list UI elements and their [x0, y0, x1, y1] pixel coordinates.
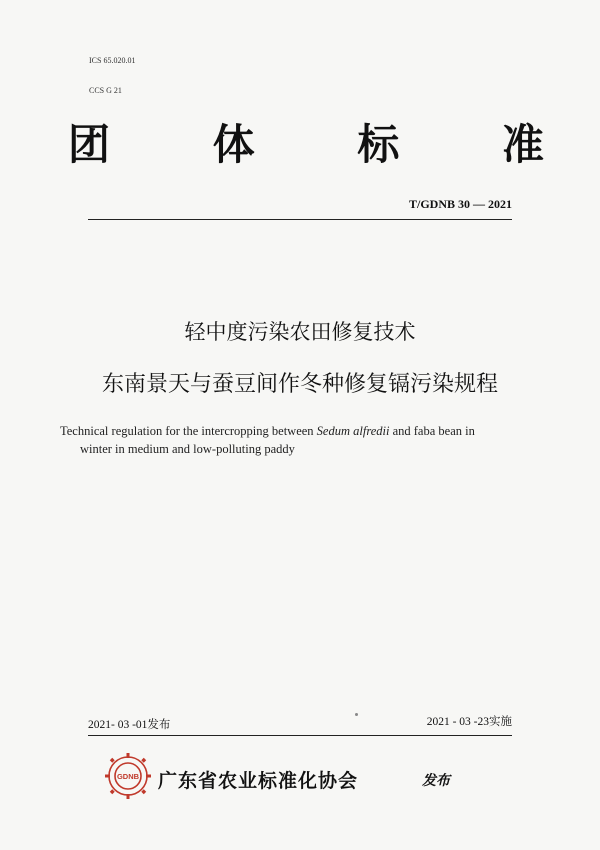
title-char: 标 [357, 120, 402, 169]
english-title-part2: and faba bean in [389, 424, 475, 438]
scan-speck [355, 713, 358, 716]
ics-code: ICS 65.020.01 [89, 56, 136, 65]
standard-number: T/GDNB 30 — 2021 [408, 197, 512, 211]
title-char: 团 [68, 120, 113, 169]
publish-date: 2021- 03 -01发布 [88, 719, 171, 731]
issuing-organization: 广东省农业标准化协会 [158, 770, 359, 792]
association-logo-icon [104, 752, 152, 800]
implement-date: 2021 - 03 -23实施 [426, 716, 512, 728]
chinese-title-line1: 轻中度污染农田修复技术 [184, 320, 416, 344]
issue-label: 发布 [422, 773, 450, 789]
english-title-part1: Technical regulation for the intercropping between [60, 424, 317, 438]
english-title [60, 422, 540, 458]
bottom-divider [88, 735, 512, 736]
title-char: 体 [212, 120, 257, 169]
english-title-line2: winter in medium and low-polluting paddy [80, 442, 295, 456]
chinese-title-line2: 东南景天与蚕豆间作冬种修复镉污染规程 [101, 372, 498, 397]
ccs-code: CCS G 21 [89, 86, 122, 95]
title-char: 准 [501, 120, 546, 169]
top-divider [88, 219, 512, 220]
english-title-species: Sedum alfredii [316, 424, 390, 438]
svg-text:GDNB: GDNB [116, 772, 140, 781]
standard-type-title [68, 112, 546, 172]
